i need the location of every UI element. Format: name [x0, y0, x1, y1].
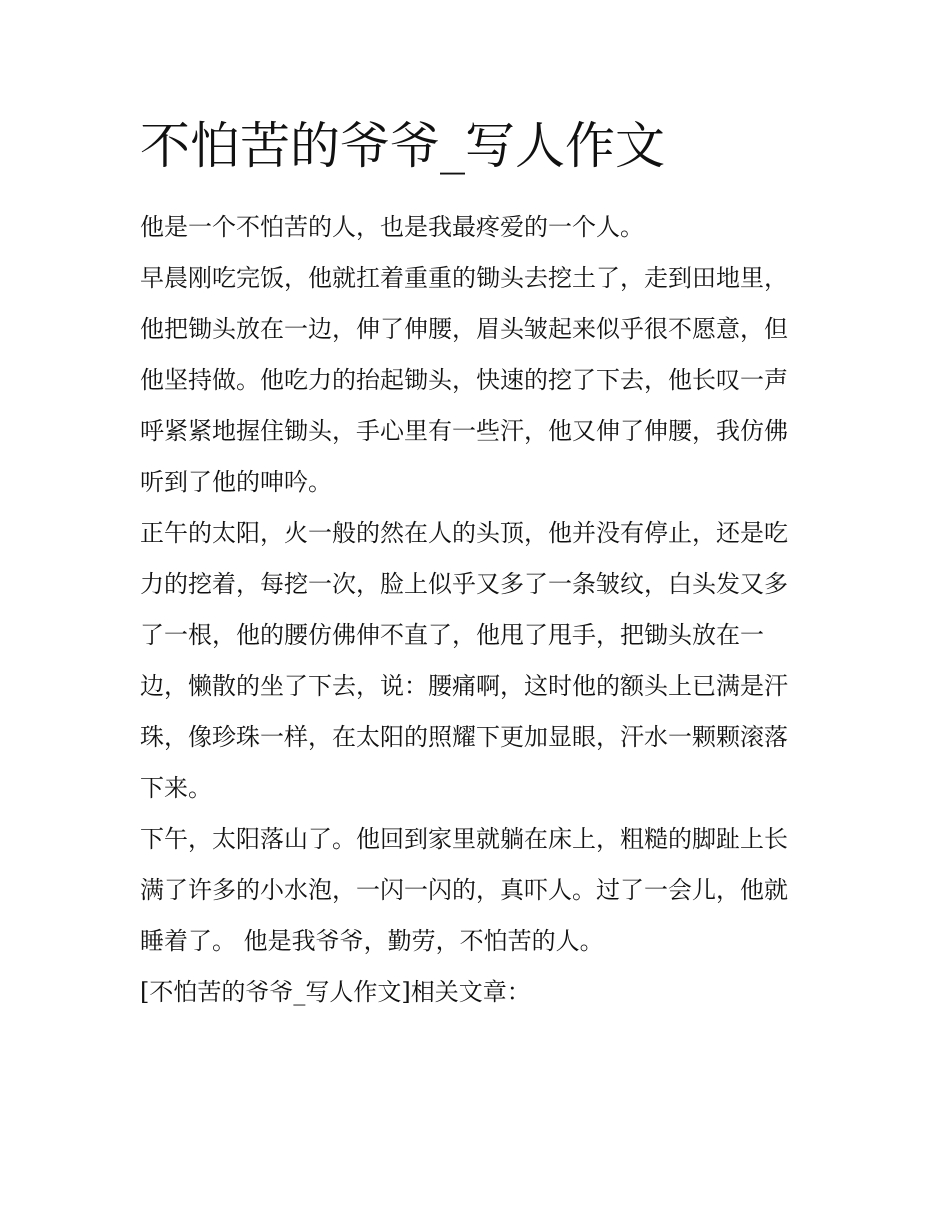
paragraph-4 [140, 814, 815, 967]
related-articles-heading: [不怕苦的爷爷_写人作文]相关文章： [140, 978, 531, 1006]
paragraph-line: 正午的太阳，火一般的然在人的头顶，他并没有停止，还是吃 [140, 519, 788, 547]
paragraph-line: 满了许多的小水泡，一闪一闪的，真吓人。过了一会儿，他就 [140, 876, 788, 904]
paragraph-1 [140, 202, 815, 253]
paragraph-line: 了一根，他的腰仿佛伸不直了，他甩了甩手，把锄头放在一 [140, 621, 764, 649]
document-page [140, 112, 815, 1018]
paragraph-3 [140, 508, 815, 814]
paragraph-line: 下来。 [140, 774, 212, 802]
paragraph-line: 他把锄头放在一边，伸了伸腰，眉头皱起来似乎很不愿意，但 [140, 315, 788, 343]
paragraph-line: 睡着了。 他是我爷爷，勤劳，不怕苦的人。 [140, 927, 604, 955]
paragraph-line: 他是一个不怕苦的人，也是我最疼爱的一个人。 [140, 213, 644, 241]
paragraph-line: 边，懒散的坐了下去，说：腰痛啊，这时他的额头上已满是汗 [140, 672, 788, 700]
paragraph-2 [140, 253, 815, 508]
paragraph-line: 早晨刚吃完饭，他就扛着重重的锄头去挖土了，走到田地里， [140, 264, 788, 292]
paragraph-line: 下午，太阳落山了。他回到家里就躺在床上，粗糙的脚趾上长 [140, 825, 788, 853]
paragraph-line: 呼紧紧地握住锄头，手心里有一些汗，他又伸了伸腰，我仿佛 [140, 417, 788, 445]
paragraph-line: 珠，像珍珠一样，在太阳的照耀下更加显眼，汗水一颗颗滚落 [140, 723, 788, 751]
paragraph-line: 他坚持做。他吃力的抬起锄头，快速的挖了下去，他长叹一声 [140, 366, 788, 394]
document-title: 不怕苦的爷爷_写人作文 [140, 117, 665, 175]
paragraph-line: 力的挖着，每挖一次，脸上似乎又多了一条皱纹，白头发又多 [140, 570, 788, 598]
paragraph-line: 听到了他的呻吟。 [140, 468, 332, 496]
